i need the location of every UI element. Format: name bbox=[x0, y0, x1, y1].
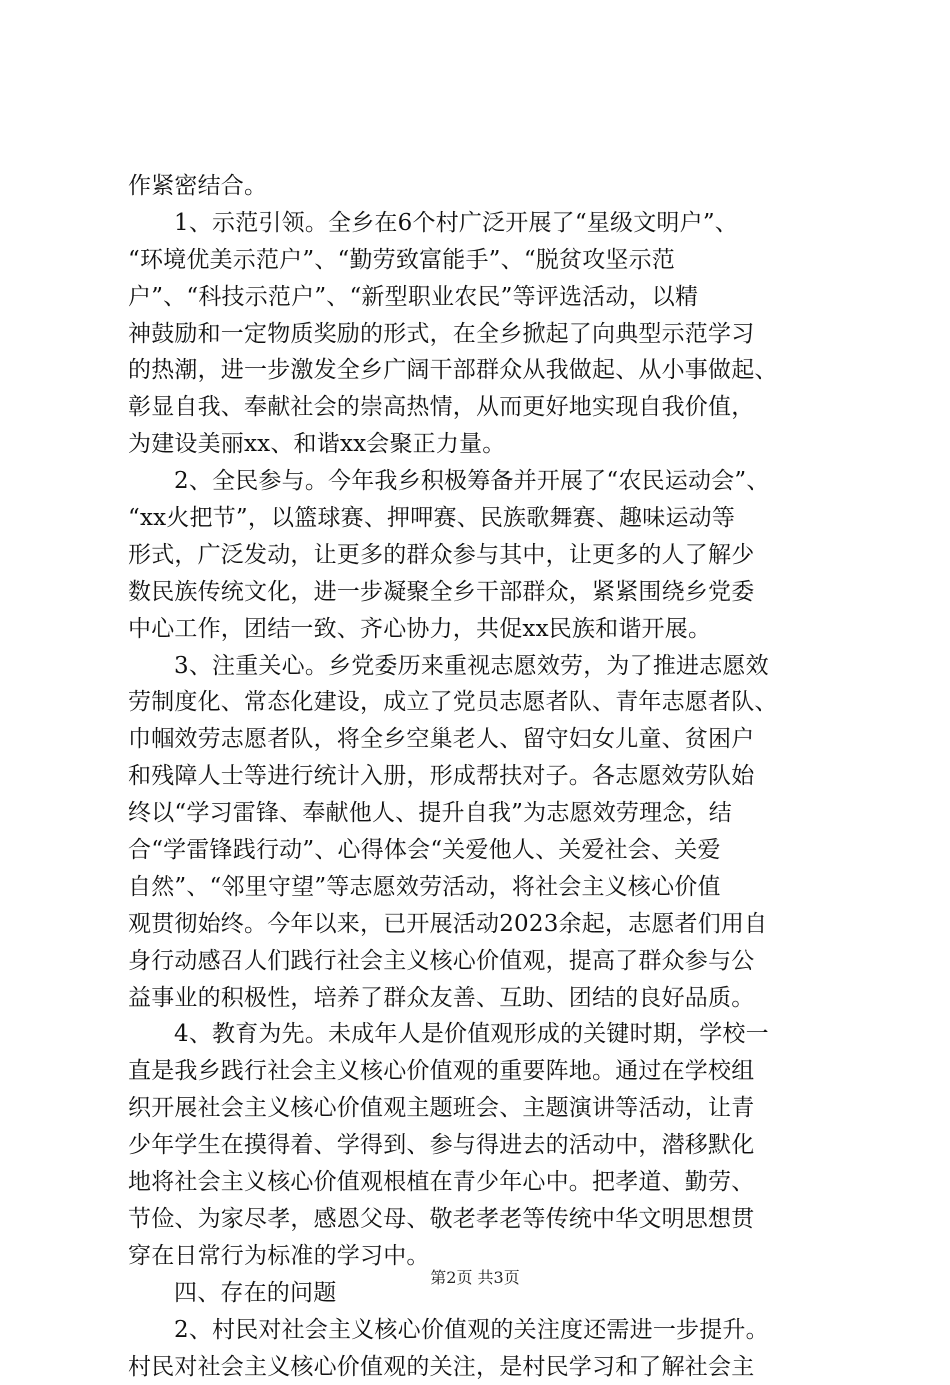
text-line: 节俭、为家尽孝，感恩父母、敬老孝老等传统中华文明思想贯 bbox=[128, 1201, 828, 1238]
text-line: 合“学雷锋践行动”、心得体会“关爱他人、关爱社会、关爱 bbox=[128, 832, 828, 869]
text-line: 直是我乡践行社会主义核心价值观的重要阵地。通过在学校组 bbox=[128, 1053, 828, 1090]
text-line: 和残障人士等进行统计入册，形成帮扶对子。各志愿效劳队始 bbox=[128, 758, 828, 795]
paragraph-start-line: 4、教育为先。未成年人是价值观形成的关键时期，学校一 bbox=[128, 1016, 828, 1053]
section-heading: 四、存在的问题 bbox=[128, 1275, 828, 1312]
text-line: 益事业的积极性，培养了群众友善、互助、团结的良好品质。 bbox=[128, 980, 828, 1017]
text-line: 终以“学习雷锋、奉献他人、提升自我”为志愿效劳理念，结 bbox=[128, 795, 828, 832]
page-number-footer: 第2页 共3页 bbox=[0, 1268, 950, 1288]
text-line: 观贯彻始终。今年以来，已开展活动2023余起，志愿者们用自 bbox=[128, 906, 828, 943]
text-line: 中心工作，团结一致、齐心协力，共促xx民族和谐开展。 bbox=[128, 611, 828, 648]
text-line: 地将社会主义核心价值观根植在青少年心中。把孝道、勤劳、 bbox=[128, 1164, 828, 1201]
document-body bbox=[128, 168, 828, 1385]
text-line: 作紧密结合。 bbox=[128, 168, 828, 205]
text-line: 身行动感召人们践行社会主义核心价值观，提高了群众参与公 bbox=[128, 943, 828, 980]
text-line: 数民族传统文化，进一步凝聚全乡干部群众，紧紧围绕乡党委 bbox=[128, 574, 828, 611]
text-line: “环境优美示范户”、“勤劳致富能手”、“脱贫攻坚示范 bbox=[128, 242, 828, 279]
text-line: 的热潮，进一步激发全乡广阔干部群众从我做起、从小事做起、 bbox=[128, 352, 828, 389]
text-line: 巾帼效劳志愿者队，将全乡空巢老人、留守妇女儿童、贫困户 bbox=[128, 721, 828, 758]
text-line: 劳制度化、常态化建设，成立了党员志愿者队、青年志愿者队、 bbox=[128, 684, 828, 721]
text-line: 织开展社会主义核心价值观主题班会、主题演讲等活动，让青 bbox=[128, 1090, 828, 1127]
paragraph-start-line: 2、全民参与。今年我乡积极筹备并开展了“农民运动会”、 bbox=[128, 463, 828, 500]
text-line: 神鼓励和一定物质奖励的形式，在全乡掀起了向典型示范学习 bbox=[128, 316, 828, 353]
text-line: 村民对社会主义核心价值观的关注，是村民学习和了解社会主 bbox=[128, 1349, 828, 1385]
text-line: 自然”、“邻里守望”等志愿效劳活动，将社会主义核心价值 bbox=[128, 869, 828, 906]
text-line: 穿在日常行为标准的学习中。 bbox=[128, 1238, 828, 1275]
text-line: “xx火把节”，以篮球赛、押呷赛、民族歌舞赛、趣味运动等 bbox=[128, 500, 828, 537]
paragraph-start-line: 1、示范引领。全乡在6个村广泛开展了“星级文明户”、 bbox=[128, 205, 828, 242]
text-line: 彰显自我、奉献社会的崇高热情，从而更好地实现自我价值， bbox=[128, 389, 828, 426]
paragraph-start-line: 2、村民对社会主义核心价值观的关注度还需进一步提升。 bbox=[128, 1312, 828, 1349]
paragraph-start-line: 3、注重关心。乡党委历来重视志愿效劳，为了推进志愿效 bbox=[128, 648, 828, 685]
text-line: 少年学生在摸得着、学得到、参与得进去的活动中，潜移默化 bbox=[128, 1127, 828, 1164]
text-line: 户”、“科技示范户”、“新型职业农民”等评选活动，以精 bbox=[128, 279, 828, 316]
text-line: 为建设美丽xx、和谐xx会聚正力量。 bbox=[128, 426, 828, 463]
text-line: 形式，广泛发动，让更多的群众参与其中，让更多的人了解少 bbox=[128, 537, 828, 574]
